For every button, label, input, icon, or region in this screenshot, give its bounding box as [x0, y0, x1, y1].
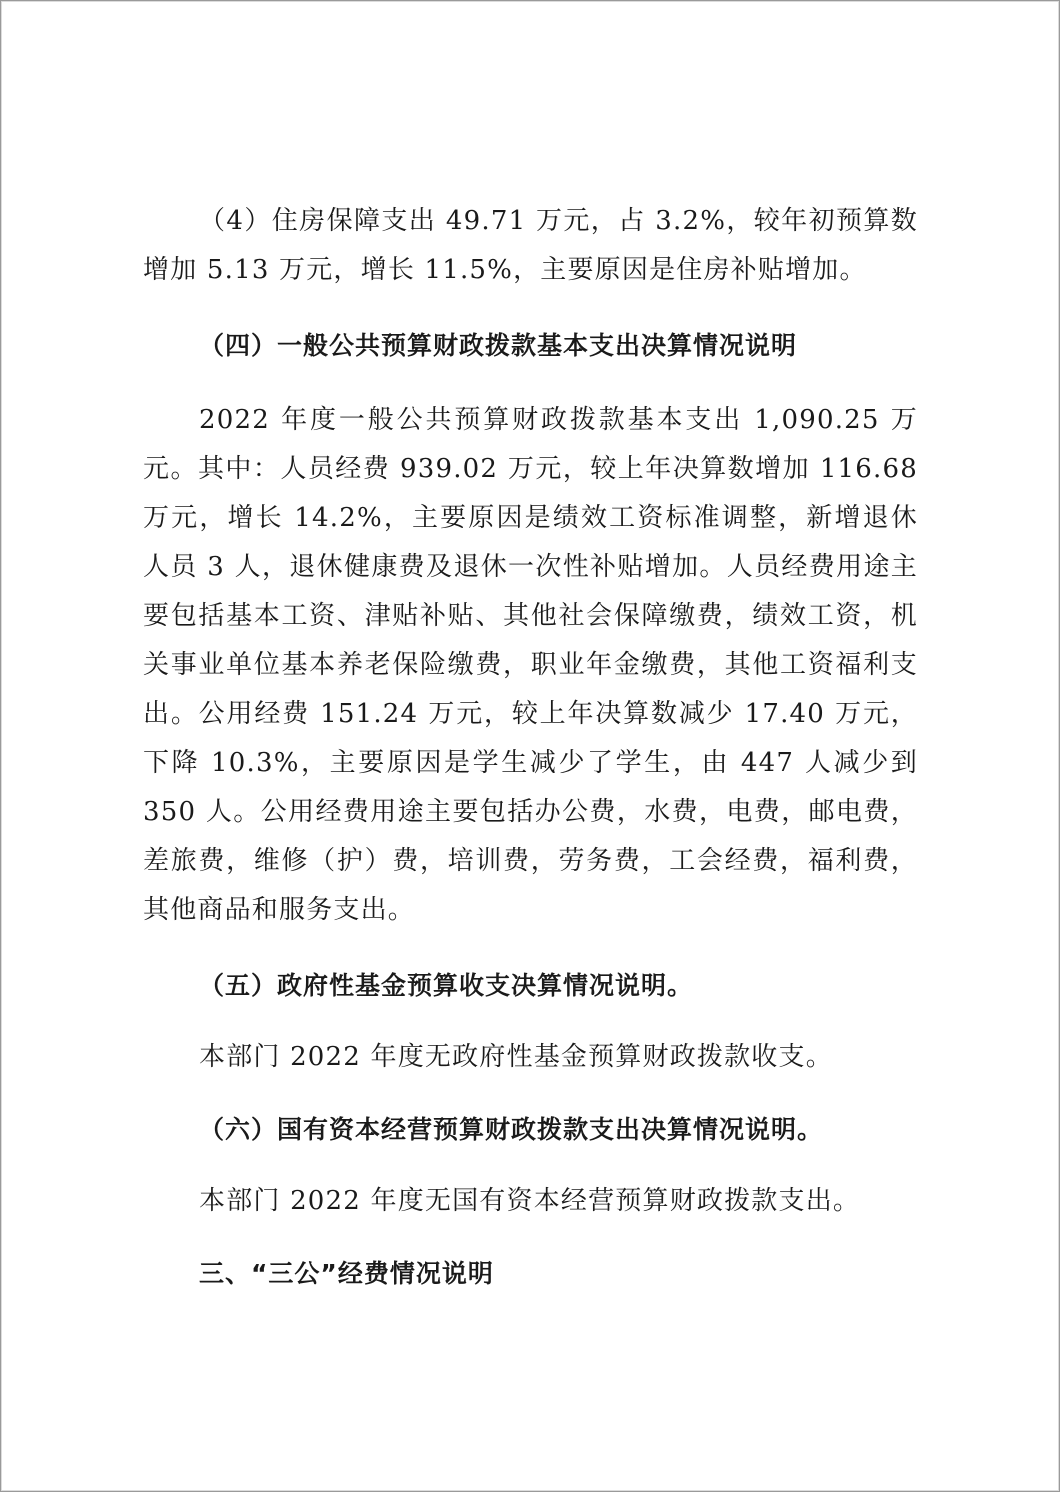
- section-heading-three-public-expenses: 三、“三公”经费情况说明: [199, 1259, 494, 1288]
- section-heading-government-fund: （五）政府性基金预算收支决算情况说明。: [199, 971, 694, 1000]
- housing-expenditure-paragraph: （4）住房保障支出 49.71 万元，占 3.2%，较年初预算数增加 5.13 万元，增长 11.5%，主要原因是住房补贴增加。: [143, 206, 918, 285]
- government-fund-paragraph: 本部门 2022 年度无政府性基金预算财政拨款收支。: [199, 1042, 833, 1072]
- basic-expenditure-paragraph: 2022 年度一般公共预算财政拨款基本支出 1,090.25 万元。其中：人员经费 939.02 万元，较上年决算数增加 116.68 万元，增长 14.2%，主要原因是绩效工资标准调整，新增退休人员 3 人，退休健康费及退休一次性补贴增加。人员经费用途主要包括基本工资、津贴补贴、其他社会保障缴费，绩效工资，机关事业单位基本养老保险缴费，职业年金缴费，其他工资福利支出。公用经费 151.24 万元，较上年决算数减少 17.40 万元，下降 10.3%，主要原因是学生减少了学生，由 447 人减少到 350 人。公用经费用途主要包括办公费，水费，电费，邮电费，差旅费，维修（护）费，培训费，劳务费，工会经费，福利费，其他商品和服务支出。: [143, 405, 918, 925]
- state-capital-paragraph: 本部门 2022 年度无国有资本经营预算财政拨款支出。: [199, 1186, 861, 1216]
- section-heading-basic-expenditure: （四）一般公共预算财政拨款基本支出决算情况说明: [199, 331, 798, 360]
- document-body: [143, 197, 918, 1298]
- section-heading-state-capital: （六）国有资本经营预算财政拨款支出决算情况说明。: [199, 1115, 824, 1144]
